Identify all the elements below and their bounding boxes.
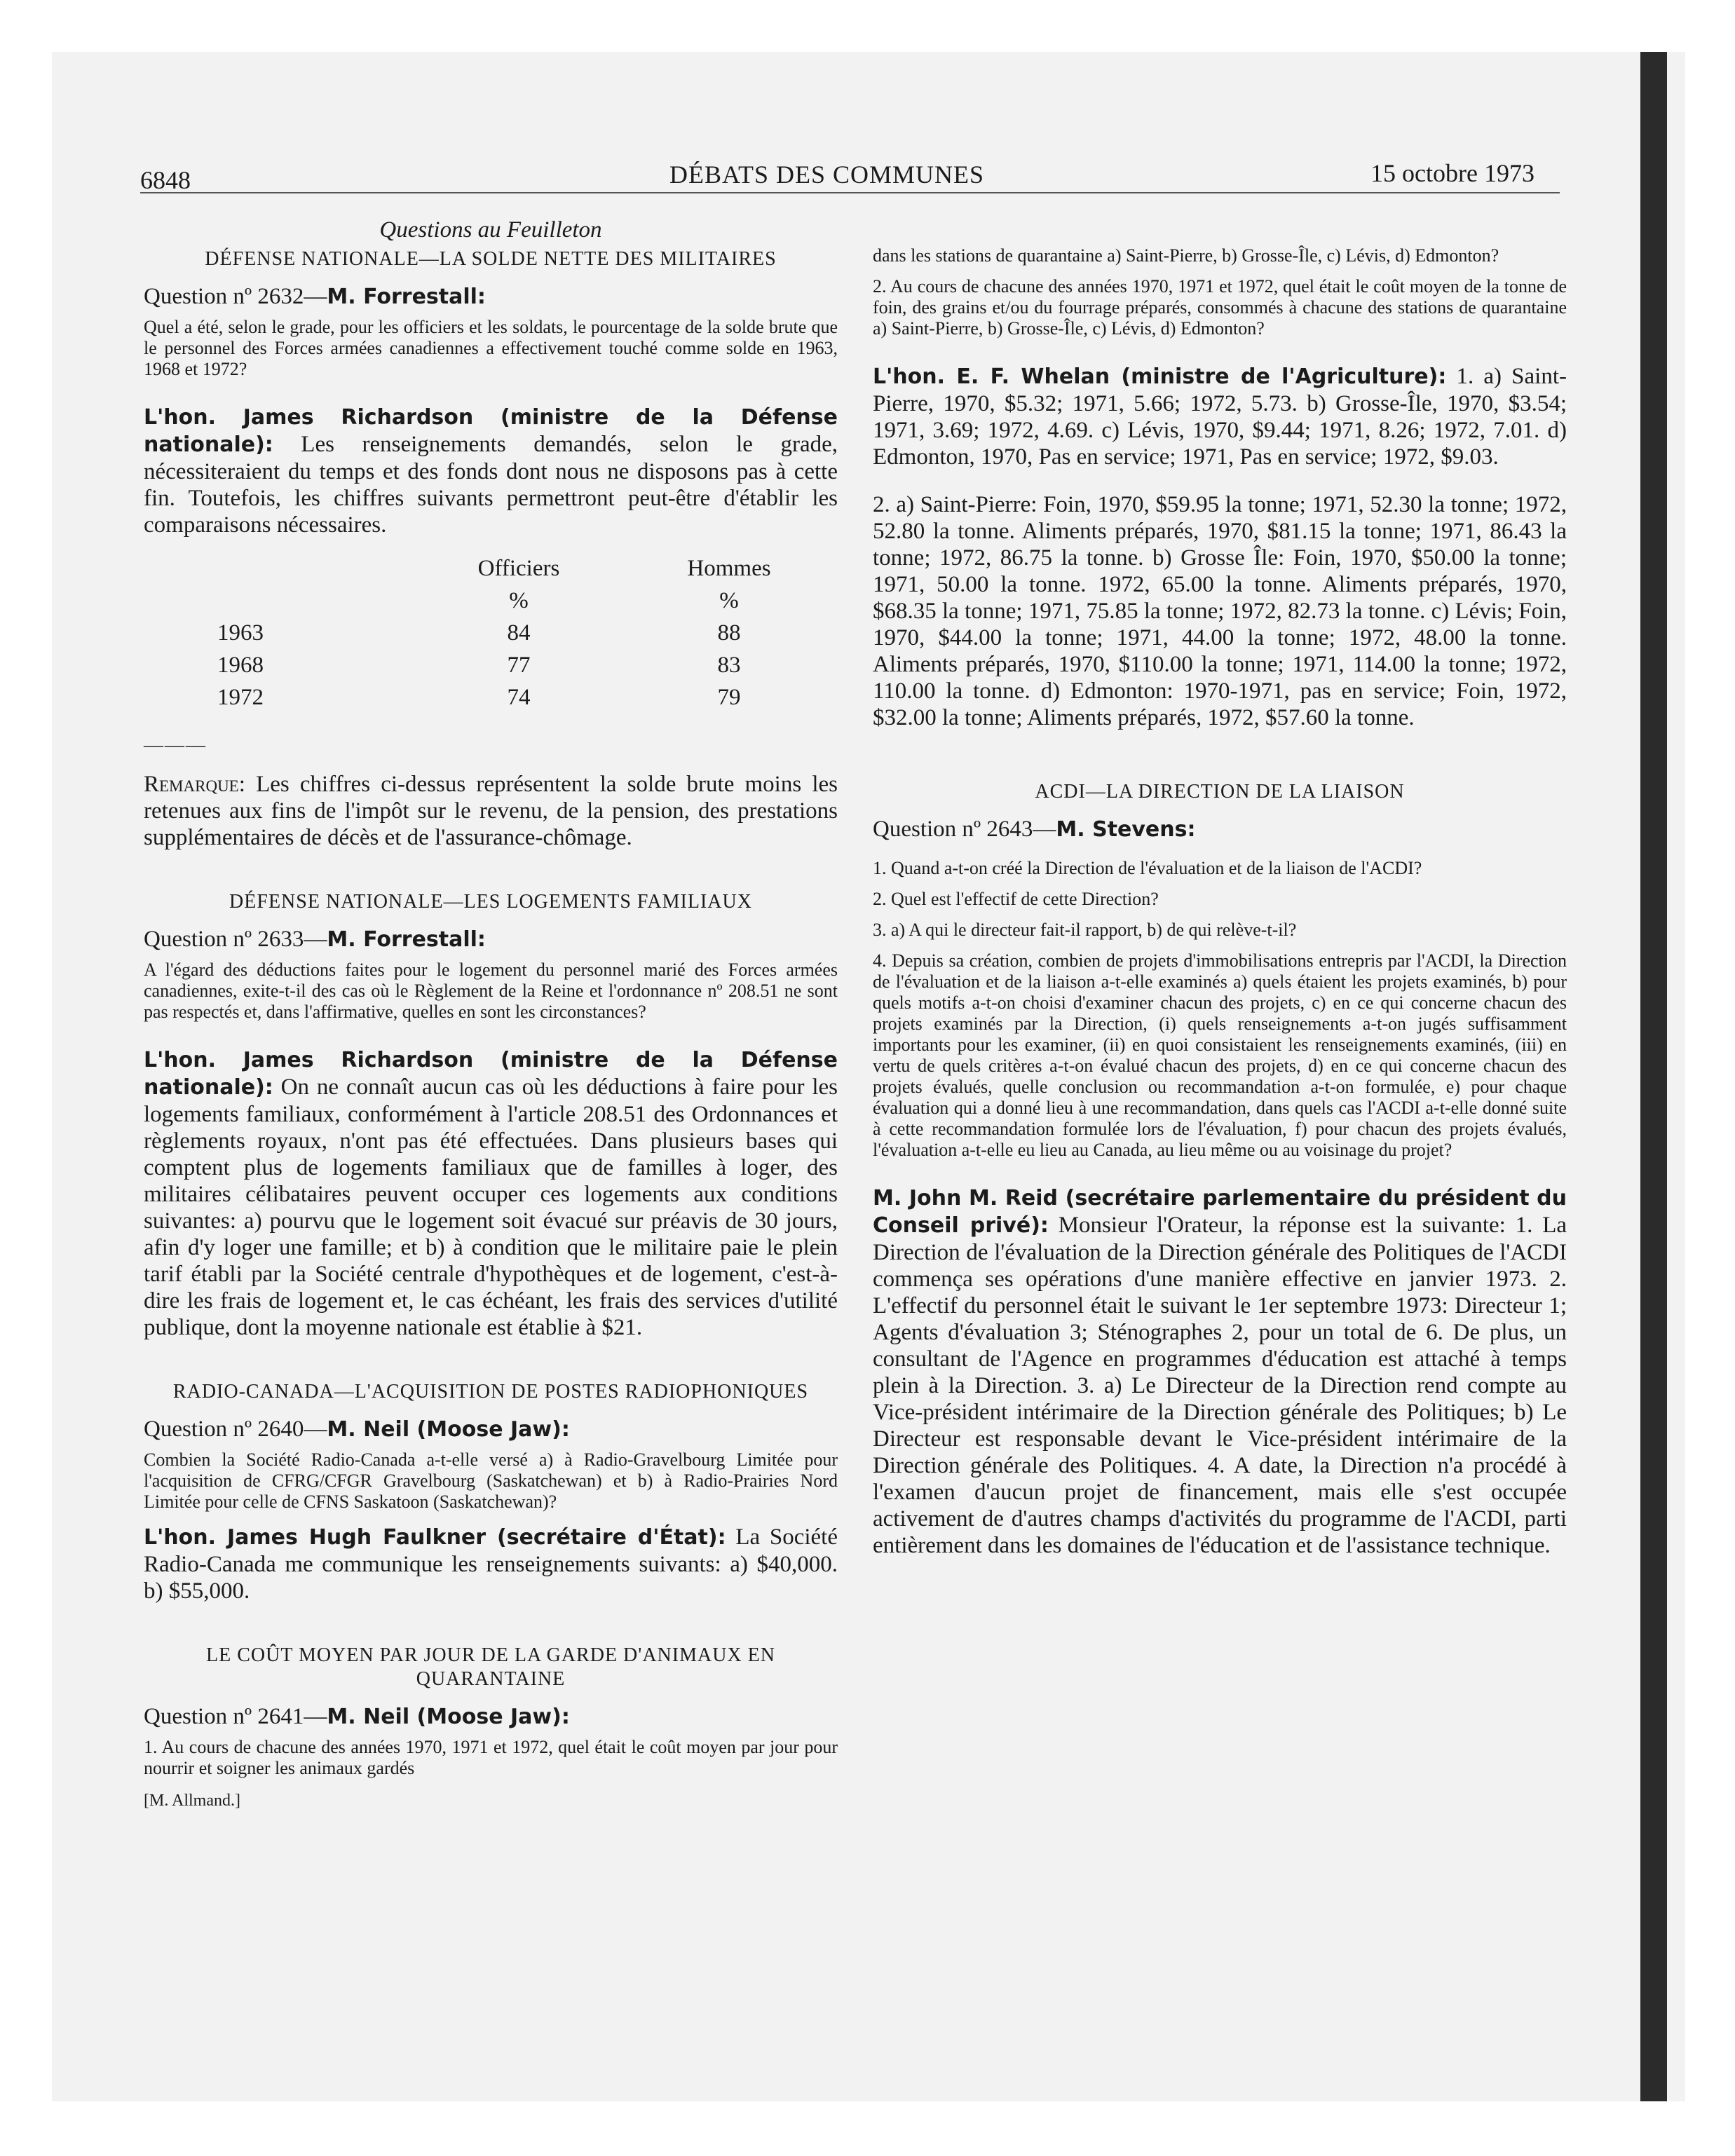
answer-speaker: M. John M. Reid (secrétaire parlementaire du président du Conseil privé): bbox=[873, 1186, 1567, 1238]
question-number: Question nº 2632— bbox=[144, 284, 327, 309]
question-2640 bbox=[144, 1380, 838, 1604]
row-year: 1963 bbox=[217, 620, 264, 646]
question-heading: DÉFENSE NATIONALE—LES LOGEMENTS FAMILIAUX bbox=[229, 891, 752, 913]
answer bbox=[873, 363, 1567, 470]
row-officers: 77 bbox=[507, 652, 531, 678]
col-header-officers: Officiers bbox=[477, 555, 560, 581]
page-number: 6848 bbox=[140, 166, 191, 194]
table-row bbox=[217, 617, 834, 649]
question-line bbox=[144, 1703, 838, 1731]
answer-text: La Société Radio-Canada me communique les renseignements suivants: a) $40,000. b) $55,000. bbox=[144, 1524, 838, 1604]
question-heading: RADIO-CANADA—L'ACQUISITION DE POSTES RADIOPHONIQUES bbox=[172, 1381, 809, 1403]
question-text: 1. Au cours de chacune des années 1970, 1971 et 1972, quel était le coût moyen par jour pour nourrir et soigner les animaux gardés bbox=[144, 1737, 838, 1778]
question-member: M. Forrestall: bbox=[327, 285, 486, 309]
publication-title: DÉBATS DES COMMUNES bbox=[669, 161, 985, 189]
row-men: 83 bbox=[717, 652, 741, 678]
row-year: 1968 bbox=[217, 652, 264, 678]
answer-speaker: L'hon. James Hugh Faulkner (secrétaire d'État): bbox=[144, 1525, 726, 1550]
answer-text: 1. a) Saint-Pierre, 1970, $5.32; 1971, 5.66; 1972, 5.73. b) Grosse-Île, 1970, $3.54; 1971, 3.69; 1972, 4.69. c) Lévis, 1970, $9.44; 1971, 8.26; 1972, 7.01. d) Edmonton, 1970, Pas en service; 1971, Pas en service; 1972, $9.03. bbox=[873, 364, 1567, 470]
left-column bbox=[144, 217, 838, 1810]
unit-men: % bbox=[719, 587, 739, 613]
question-line bbox=[144, 925, 838, 954]
page-footer-speaker: [M. Allmand.] bbox=[144, 1792, 240, 1810]
row-men: 79 bbox=[717, 684, 741, 710]
table-row bbox=[217, 649, 834, 681]
answer-text: Les renseignements demandés, selon le grade, nécessiteraient du temps et des fonds dont nous ne disposons pas à cette fin. Toutefois, les chiffres suivants permettront peut-être d'établir les comparaisons nécessaires. bbox=[144, 432, 838, 538]
question-text-part-2: 2. Au cours de chacune des années 1970, 1971 et 1972, quel était le coût moyen de la tonne de foin, des grains et/ou du fourrage préparés, consommés à chacune des stations de quarantaine a) Saint-Pierre, b) Grosse-Île, c) Lévis, d) Edmonton? bbox=[873, 276, 1567, 339]
question-text: A l'égard des déductions faites pour le logement du personnel marié des Forces armées canadiennes, exite-t-il des cas où le Règlement de la Reine et l'ordonnance nº 208.51 ne sont pas respectés et, dans l'affirmative, quelles en sont les circonstances? bbox=[144, 960, 838, 1022]
separator-dash: ——— bbox=[144, 735, 207, 756]
question-text-continued: dans les stations de quarantaine a) Saint-Pierre, b) Grosse-Île, c) Lévis, d) Edmonton? bbox=[873, 245, 1499, 266]
question-item-1: 1. Quand a-t-on créé la Direction de l'évaluation et de la liaison de l'ACDI? bbox=[873, 858, 1422, 878]
answer bbox=[144, 1524, 838, 1604]
question-2633 bbox=[144, 890, 838, 1341]
question-2632 bbox=[144, 247, 838, 851]
scan-binding-edge bbox=[1640, 52, 1667, 2101]
question-line bbox=[144, 282, 838, 311]
row-year: 1972 bbox=[217, 684, 264, 710]
table-row bbox=[217, 681, 834, 714]
question-member: M. Neil (Moose Jaw): bbox=[327, 1705, 570, 1729]
remark-label: Remarque: bbox=[144, 772, 245, 797]
question-number: Question nº 2641— bbox=[144, 1704, 327, 1729]
remark-text: Les chiffres ci-dessus représentent la solde brute moins les retenues aux fins de l'impôt sur le revenu, de la pension, des prestations supplémentaires de décès et de l'assurance-chômage. bbox=[144, 772, 838, 850]
answer bbox=[144, 404, 838, 538]
question-item-2: 2. Quel est l'effectif de cette Direction? bbox=[873, 889, 1159, 909]
question-heading: LE COÛT MOYEN PAR JOUR DE LA GARDE D'ANIMAUX EN QUARANTAINE bbox=[206, 1644, 775, 1690]
question-item-4: 4. Depuis sa création, combien de projets d'immobilisations entrepris par l'ACDI, la Direction de l'évaluation et de la liaison a-t-elle examinés a) quels étaient les projets examinés, b) pour quels motifs a-t-on choisi d'examiner chacun des projets, c) en ce qui concerne chacun des projets examinés par la Direction, (i) quels renseignements a-t-on jugés suffisamment importants pour les examiner, (ii) en quoi consistaient les renseignements examinés, (iii) en vertu de quels critères a-t-on évalué chacun des projets, d) en ce qui concerne chacun des projets évalués, quelle conclusion ou recommandation a-t-on formulée, e) pour chaque évaluation qui a donné lieu à une recommandation, dans quels cas l'ACDI a-t-elle donné suite à cette recommandation formulée lors de l'évaluation, f) pour chacun des projets évalués, l'évaluation a-t-elle eu lieu au Canada, au lieu même ou au voisinage du projet? bbox=[873, 950, 1567, 1160]
answer-text: On ne connaît aucun cas où les déductions à faire pour les logements familiaux, conformément à l'article 208.51 des Ordonnances et règlements royaux, n'ont pas été effectuées. Dans plusieurs bases qui comptent plus de logements familiaux que de familles à loger, des militaires célibataires peuvent occuper ces logements aux conditions suivantes: a) pourvu que le logement soit évacué sur préavis de 30 jours, afin d'y loger une famille; et b) à condition que le militaire paie le plein tarif établi par la Société centrale d'hypothèques et de logement, c'est-à-dire les frais de logement et, le cas échéant, les frais des services d'utilité publique, dont la moyenne nationale est établie à $21. bbox=[144, 1074, 838, 1340]
row-officers: 74 bbox=[507, 684, 531, 710]
unit-officers: % bbox=[509, 587, 529, 613]
table-unit-row bbox=[217, 585, 834, 617]
question-2641 bbox=[144, 1644, 838, 1810]
question-number: Question nº 2643— bbox=[873, 817, 1056, 842]
table-header-row bbox=[217, 552, 834, 585]
question-text: Quel a été, selon le grade, pour les officiers et les soldats, le pourcentage de la solde brute que le personnel des Forces armées canadiennes a effectivement touché comme solde en 1963, 1968 et 1972? bbox=[144, 317, 838, 379]
question-number: Question nº 2640— bbox=[144, 1417, 327, 1442]
pay-percentage-table bbox=[217, 552, 834, 714]
row-men: 88 bbox=[717, 620, 741, 646]
answer-speaker: L'hon. James Richardson (ministre de la Défense nationale): bbox=[144, 1048, 838, 1100]
question-member: M. Neil (Moose Jaw): bbox=[327, 1417, 570, 1442]
question-heading: ACDI—LA DIRECTION DE LA LIAISON bbox=[1035, 781, 1405, 803]
question-text: Combien la Société Radio-Canada a-t-elle versé a) à Radio-Gravelbourg Limitée pour l'acquisition de CFRG/CFGR Gravelbourg (Saskatchewan) et b) à Radio-Prairies Nord Limitée pour celle de CFNS Saskatoon (Saskatchewan)? bbox=[144, 1449, 838, 1512]
question-2641-continued bbox=[873, 245, 1567, 731]
question-line bbox=[144, 1415, 838, 1444]
header-rule bbox=[140, 192, 1560, 193]
question-line bbox=[873, 815, 1567, 844]
question-number: Question nº 2633— bbox=[144, 927, 327, 952]
answer-part-2: 2. a) Saint-Pierre: Foin, 1970, $59.95 la tonne; 1971, 52.30 la tonne; 1972, 52.80 la tonne. Aliments préparés, 1970, $81.15 la tonne; 1971, 86.43 la tonne; 1972, 86.75 la tonne. b) Grosse Île: Foin, 1970, $50.00 la tonne; 1971, 50.00 la tonne. 1972, 65.00 la tonne. Aliments préparés, 1970, $68.35 la tonne; 1971, 75.85 la tonne; 1972, 82.73 la tonne. c) Lévis; Foin, 1970, $44.00 la tonne; 1971, 44.00 la tonne; 1972, 48.00 la tonne. Aliments préparés, 1970, $110.00 la tonne; 1971, 114.00 la tonne; 1972, 110.00 la tonne. d) Edmonton: 1970-1971, pas en service; Foin, 1972, $32.00 la tonne; Aliments préparés, 1972, $57.60 la tonne. bbox=[873, 492, 1567, 730]
answer bbox=[873, 1185, 1567, 1559]
question-heading: DÉFENSE NATIONALE—LA SOLDE NETTE DES MILITAIRES bbox=[205, 248, 777, 270]
col-header-men: Hommes bbox=[687, 555, 771, 581]
answer-speaker: L'hon. James Richardson (ministre de la Défense nationale): bbox=[144, 405, 838, 457]
publication-date: 15 octobre 1973 bbox=[1370, 159, 1535, 187]
question-member: M. Forrestall: bbox=[327, 927, 486, 952]
answer bbox=[144, 1046, 838, 1341]
answer-text: Monsieur l'Orateur, la réponse est la suivante: 1. La Direction de l'évaluation de la Direction générale des Politiques de l'ACDI commença ses opérations d'une manière effective en janvier 1973. 2. L'effectif du personnel était le suivant le 1er septembre 1973: Directeur 1; Agents d'évaluation 3; Sténographes 2, pour un total de 6. De plus, un consultant de l'Agence en programmes d'éducation est attaché à temps plein à la Direction. 3. a) Le Directeur de la Direction rend compte au Vice-président intérimaire de la Direction générale des Politiques; b) Le Directeur est responsable devant le Vice-président intérimaire de la Direction générale des Politiques. 4. A date, la Direction n'a procédé à l'examen d'aucun projet de financement, mais elle s'est occupée activement de d'autres champs d'activités du programme de l'ACDI, parti entièrement dans les domaines de l'éducation et de l'assistance technique. bbox=[873, 1213, 1567, 1558]
question-item-3: 3. a) A qui le directeur fait-il rapport, b) de qui relève-t-il? bbox=[873, 920, 1297, 940]
right-column bbox=[873, 245, 1567, 1559]
answer-speaker: L'hon. E. F. Whelan (ministre de l'Agriculture): bbox=[873, 364, 1447, 389]
row-officers: 84 bbox=[507, 620, 531, 646]
remark bbox=[144, 771, 838, 851]
question-2643 bbox=[873, 780, 1567, 1559]
question-member: M. Stevens: bbox=[1056, 817, 1196, 842]
section-subtitle: Questions au Feuilleton bbox=[379, 217, 602, 243]
